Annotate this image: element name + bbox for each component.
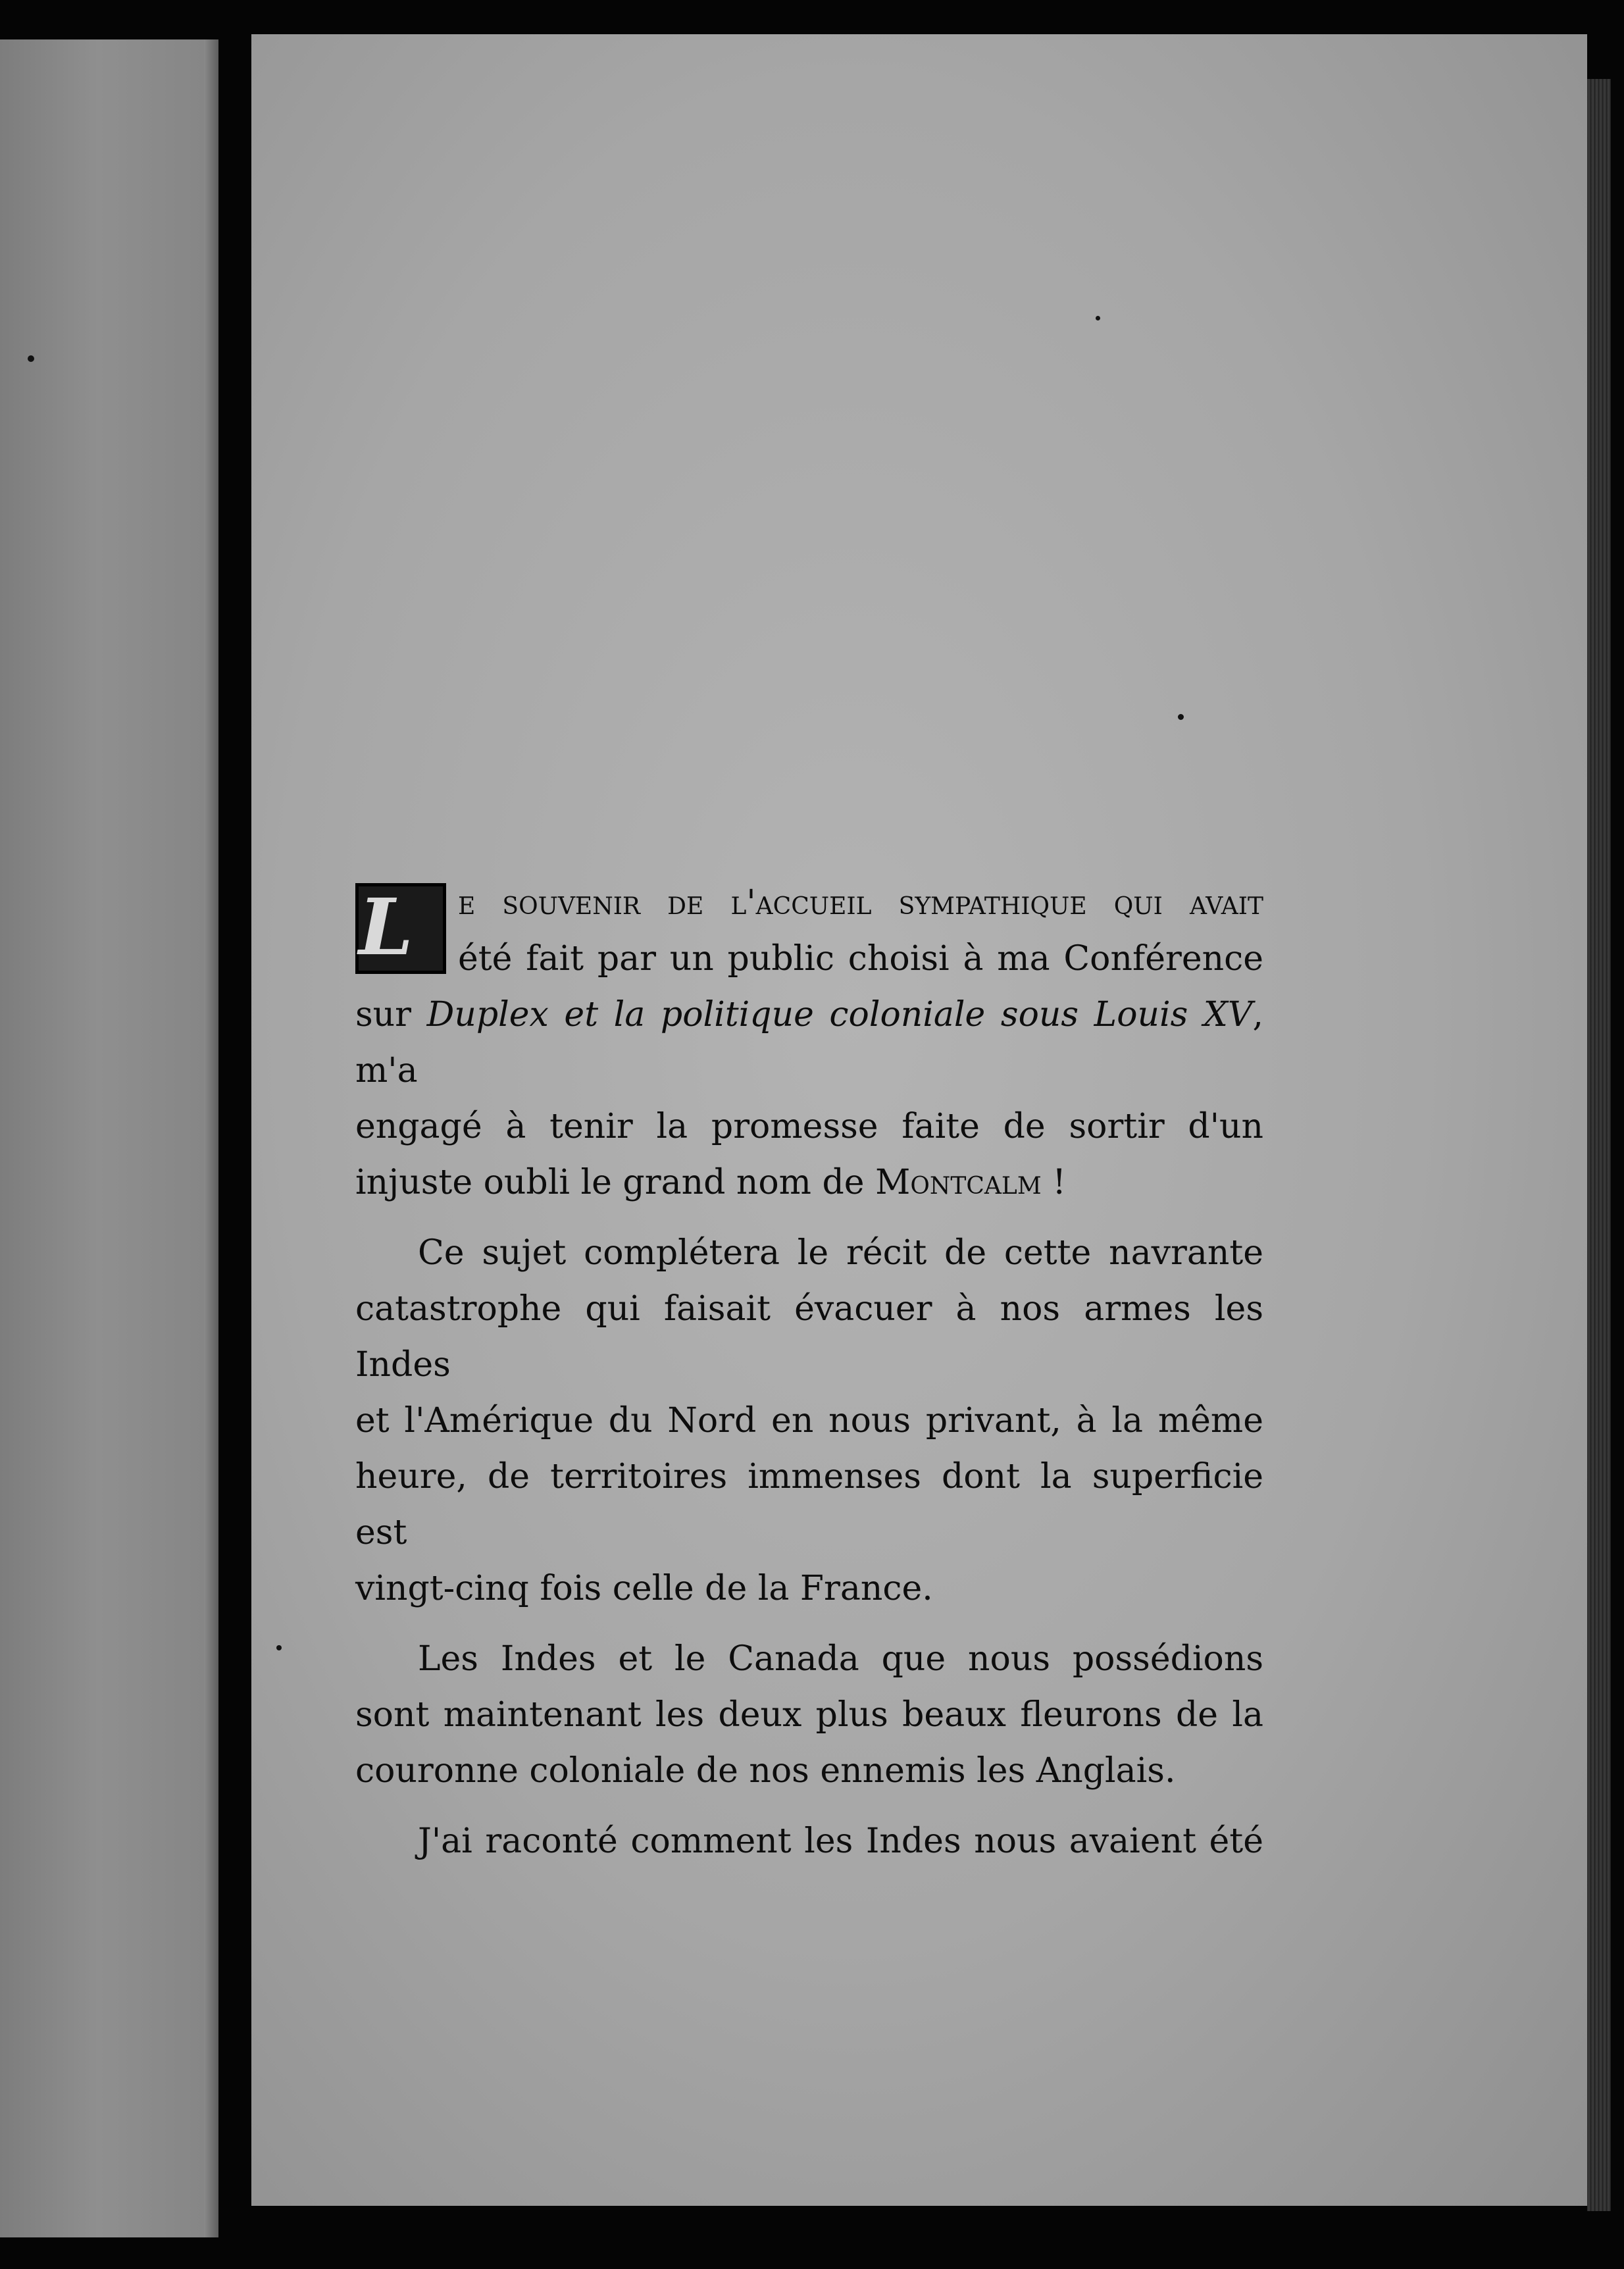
text-line: couronne coloniale de nos ennemis les Anglais.: [355, 1751, 1176, 1791]
adjacent-left-page: [0, 39, 218, 2237]
body-text: [355, 875, 1263, 1884]
dust-speck: [1178, 714, 1184, 720]
ornamental-dropcap: L: [355, 883, 446, 974]
name-montcalm: Montcalm: [875, 1163, 1042, 1202]
text-line: vingt-cinq fois celle de la France.: [355, 1569, 933, 1608]
page-stack-edge: [1587, 79, 1611, 2211]
left-page-fold-shadow: [204, 39, 218, 2237]
text-line: été fait par un public choisi à ma Conférence: [458, 939, 1263, 979]
text-line: catastrophe qui faisait évacuer à nos armes les Indes: [355, 1289, 1263, 1385]
dust-speck: [276, 1645, 282, 1650]
paragraph-1: [355, 875, 1263, 1211]
text-line: Les Indes et le Canada que nous possédions: [418, 1639, 1263, 1679]
text-line: injuste oubli le grand nom de Montcalm !: [355, 1163, 1067, 1202]
paragraph-3: [355, 1631, 1263, 1799]
text-line: sont maintenant les deux plus beaux fleurons de la: [355, 1695, 1263, 1735]
text-line: J'ai raconté comment les Indes nous avaient été: [418, 1822, 1263, 1861]
italic-title: Duplex et la politique coloniale sous Louis XV: [426, 995, 1253, 1034]
text-line: engagé à tenir la promesse faite de sortir d'un: [355, 1107, 1263, 1146]
paragraph-2: [355, 1225, 1263, 1617]
text-line: heure, de territoires immenses dont la superficie est: [355, 1457, 1263, 1552]
text-line: e souvenir de l'accueil sympathique qui avait: [458, 883, 1263, 923]
paragraph-4: [355, 1814, 1263, 1870]
dust-speck: [28, 355, 34, 362]
text-line: et l'Amérique du Nord en nous privant, à la même: [355, 1401, 1263, 1440]
text-line: sur Duplex et la politique coloniale sous Louis XV, m'a: [355, 995, 1264, 1090]
dust-speck: [1096, 316, 1100, 320]
text-line: Ce sujet complétera le récit de cette navrante: [418, 1233, 1263, 1273]
